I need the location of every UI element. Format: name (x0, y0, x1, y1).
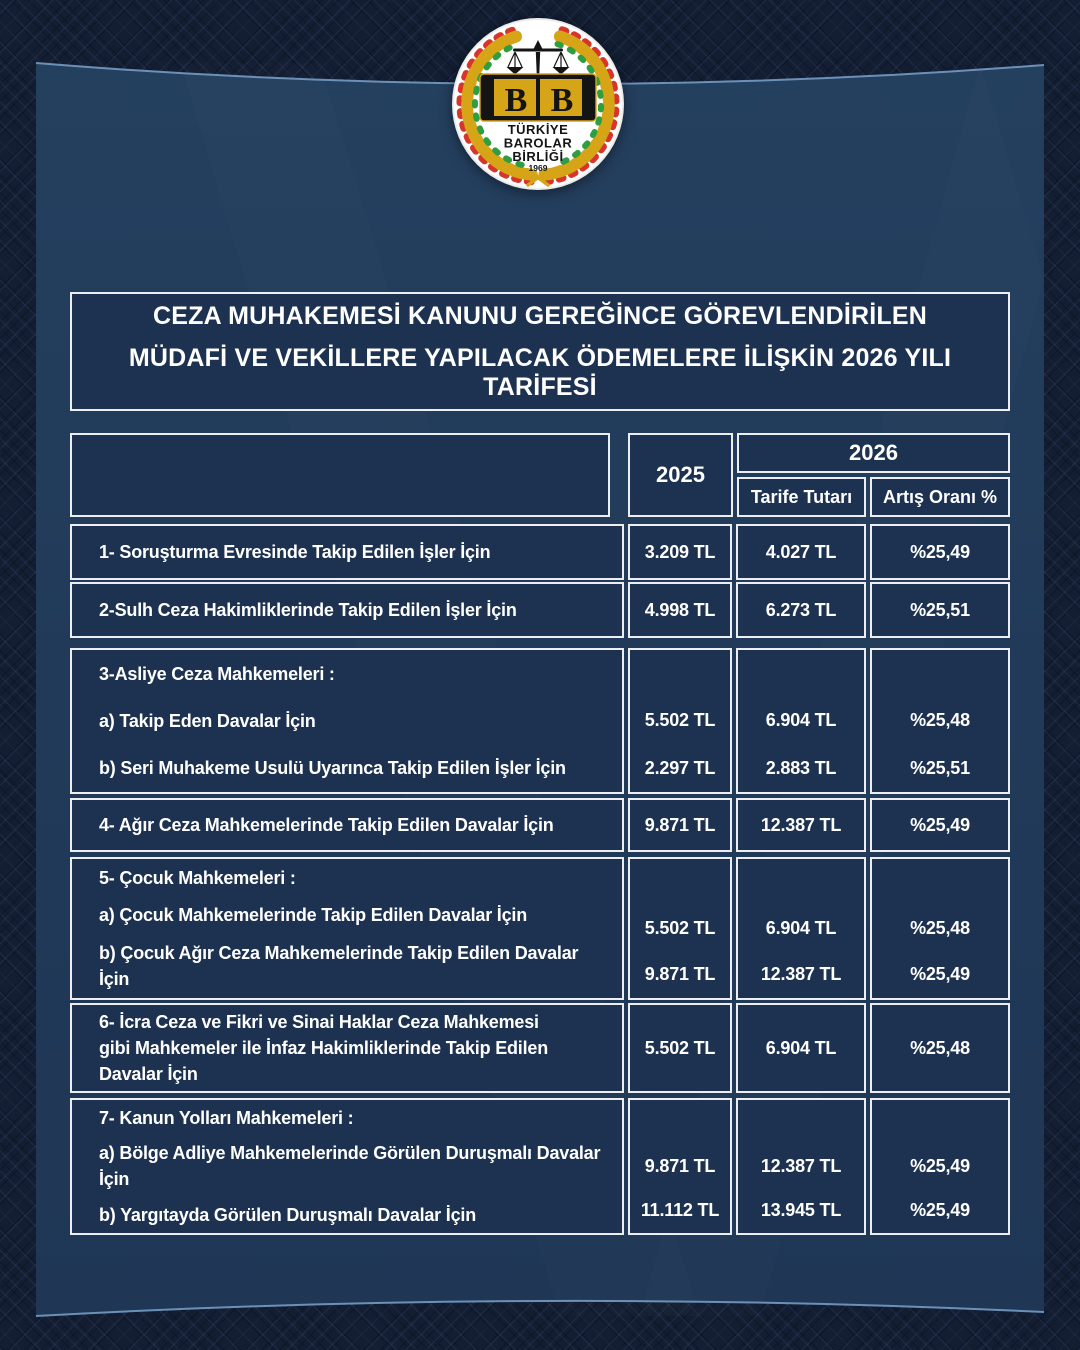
cell-value: %25,49 (910, 541, 970, 562)
cell-value: 11.112 TL (640, 1200, 720, 1221)
svg-text:1969: 1969 (528, 163, 548, 173)
row-label (99, 661, 335, 687)
cell-value: %25,48 (910, 1037, 970, 1058)
cell-value: 13.945 TL (760, 1200, 842, 1221)
cell-artis-orani (870, 648, 1010, 794)
table-row (70, 1098, 1010, 1235)
cell-value: 6.904 TL (765, 1037, 837, 1058)
table-header (70, 433, 1010, 517)
table-row (70, 648, 1010, 794)
header-tarife-tutari: Tarife Tutarı (737, 477, 866, 517)
cell-2026-tarife-tutari (736, 648, 866, 794)
cell-value (630, 871, 730, 893)
cell-2026-tarife-tutari (736, 1098, 866, 1235)
header-artis-orani: Artış Oranı % (870, 477, 1010, 517)
title-line-1: CEZA MUHAKEMESİ KANUNU GEREĞİNCE GÖREVLENDİRİLEN (153, 301, 927, 330)
row-label-text: a) Çocuk Mahkemelerinde Takip Edilen Davalar İçin (99, 905, 528, 926)
cell-value: 2.297 TL (644, 757, 716, 778)
cell-2025-amount (628, 524, 732, 580)
cell-artis-orani (870, 524, 1010, 580)
row-label (99, 755, 566, 781)
cell-value (738, 871, 864, 893)
cell-artis-orani (870, 1003, 1010, 1093)
table-row (70, 857, 1010, 1000)
cell-value: 6.273 TL (765, 599, 837, 620)
table-body (70, 524, 1010, 1235)
cell-value: %25,49 (910, 814, 970, 835)
cell-2025-amount (628, 798, 732, 852)
cell-artis-orani (870, 798, 1010, 852)
cell-value: 12.387 TL (760, 964, 842, 985)
cell-value: 5.502 TL (644, 1037, 716, 1058)
cell-value: 6.904 TL (765, 917, 837, 938)
row-label (99, 1105, 353, 1131)
row-label-text: 5- Çocuk Mahkemeleri : (99, 867, 296, 888)
svg-text:BAROLAR: BAROLAR (503, 135, 573, 151)
cell-2025-amount (628, 1003, 732, 1093)
svg-text:B: B (550, 82, 574, 119)
header-2026: 2026 (737, 433, 1010, 473)
row-label-cell (70, 857, 624, 1000)
cell-value: %25,51 (910, 599, 970, 620)
cell-value: %25,49 (910, 1200, 970, 1221)
cell-2026-tarife-tutari (736, 524, 866, 580)
row-label (99, 812, 554, 838)
header-empty-cell (70, 433, 610, 517)
cell-value: 12.387 TL (760, 1155, 842, 1176)
bb-monogram (480, 74, 596, 121)
cell-value (630, 1111, 730, 1133)
cell-value: 4.027 TL (765, 541, 837, 562)
tariff-table (70, 433, 1010, 1235)
table-row (70, 582, 1010, 638)
cell-2025-amount (628, 857, 732, 1000)
row-label (99, 902, 527, 928)
cell-value: 9.871 TL (644, 1155, 716, 1176)
row-label-text: b) Yargıtayda Görülen Duruşmalı Davalar İçin (99, 1205, 476, 1226)
cell-value: 9.871 TL (644, 964, 716, 985)
title-box (70, 292, 1010, 411)
row-label-cell (70, 582, 624, 638)
table-row (70, 524, 1010, 580)
table-row (70, 798, 1010, 852)
row-label-text: a) Bölge Adliye Mahkemelerinde Görülen Duruşmalı Davalar İçin (99, 1143, 601, 1190)
cell-value: 5.502 TL (644, 710, 716, 731)
row-label-text: 1- Soruşturma Evresinde Takip Edilen İşler İçin (99, 542, 491, 562)
cell-value: 5.502 TL (644, 917, 716, 938)
svg-text:BİRLİĞİ: BİRLİĞİ (512, 149, 564, 164)
row-label-cell (70, 648, 624, 794)
tbb-logo (450, 16, 626, 192)
row-label-text: a) Takip Eden Davalar İçin (99, 710, 316, 731)
table-row (70, 1003, 1010, 1093)
row-label (99, 1009, 612, 1087)
cell-value: %25,48 (910, 710, 970, 731)
cell-value (630, 663, 730, 685)
cell-value (738, 663, 864, 685)
cell-value: %25,49 (910, 1155, 970, 1176)
cell-value: %25,51 (910, 757, 970, 778)
cell-value: 4.998 TL (644, 599, 716, 620)
cell-value: %25,48 (910, 917, 970, 938)
row-label-text: 4- Ağır Ceza Mahkemelerinde Takip Edilen Davalar İçin (99, 815, 554, 835)
row-label-text: b) Seri Muhakeme Usulü Uyarınca Takip Edilen İşler İçin (99, 758, 566, 779)
cell-artis-orani (870, 857, 1010, 1000)
cell-2025-amount (628, 1098, 732, 1235)
title-line-2: MÜDAFİ VE VEKİLLERE YAPILACAK ÖDEMELERE İLİŞKİN 2026 YILI TARİFESİ (128, 343, 952, 401)
cell-artis-orani (870, 1098, 1010, 1235)
cell-2026-tarife-tutari (736, 798, 866, 852)
cell-value (872, 871, 1008, 893)
row-label-cell (70, 1098, 624, 1235)
row-label (99, 865, 296, 891)
cell-value: 12.387 TL (760, 814, 842, 835)
cell-2026-tarife-tutari (736, 1003, 866, 1093)
cell-value (872, 1111, 1008, 1133)
row-label (99, 597, 517, 623)
svg-text:B: B (504, 82, 528, 119)
cell-2026-tarife-tutari (736, 582, 866, 638)
row-label-cell (70, 798, 624, 852)
row-label-text: gibi Mahkemeler ile İnfaz Hakimliklerinde Takip Edilen Davalar İçin (99, 1038, 549, 1084)
svg-text:TÜRKİYE: TÜRKİYE (507, 122, 569, 137)
row-label-cell (70, 524, 624, 580)
cell-value: 2.883 TL (765, 757, 837, 778)
row-label (99, 1202, 476, 1228)
row-label-text: 6- İcra Ceza ve Fikri ve Sinai Haklar Ceza Mahkemesi (99, 1012, 539, 1032)
header-2025: 2025 (628, 433, 733, 517)
row-label-text: 7- Kanun Yolları Mahkemeleri : (99, 1107, 354, 1128)
row-label (99, 1140, 612, 1192)
row-label (99, 708, 316, 734)
cell-value (872, 663, 1008, 685)
row-label-text: 3-Asliye Ceza Mahkemeleri : (99, 663, 335, 684)
cell-value: 6.904 TL (765, 710, 837, 731)
row-label-cell (70, 1003, 624, 1093)
cell-2026-tarife-tutari (736, 857, 866, 1000)
cell-value (738, 1111, 864, 1133)
cell-value: %25,49 (910, 964, 970, 985)
cell-2025-amount (628, 648, 732, 794)
row-label-text: 2-Sulh Ceza Hakimliklerinde Takip Edilen İşler İçin (99, 600, 517, 620)
row-label (99, 539, 490, 565)
cell-artis-orani (870, 582, 1010, 638)
cell-2025-amount (628, 582, 732, 638)
row-label-text: b) Çocuk Ağır Ceza Mahkemelerinde Takip Edilen Davalar İçin (99, 943, 579, 990)
cell-value: 9.871 TL (644, 814, 716, 835)
row-label (99, 940, 612, 992)
cell-value: 3.209 TL (644, 541, 716, 562)
